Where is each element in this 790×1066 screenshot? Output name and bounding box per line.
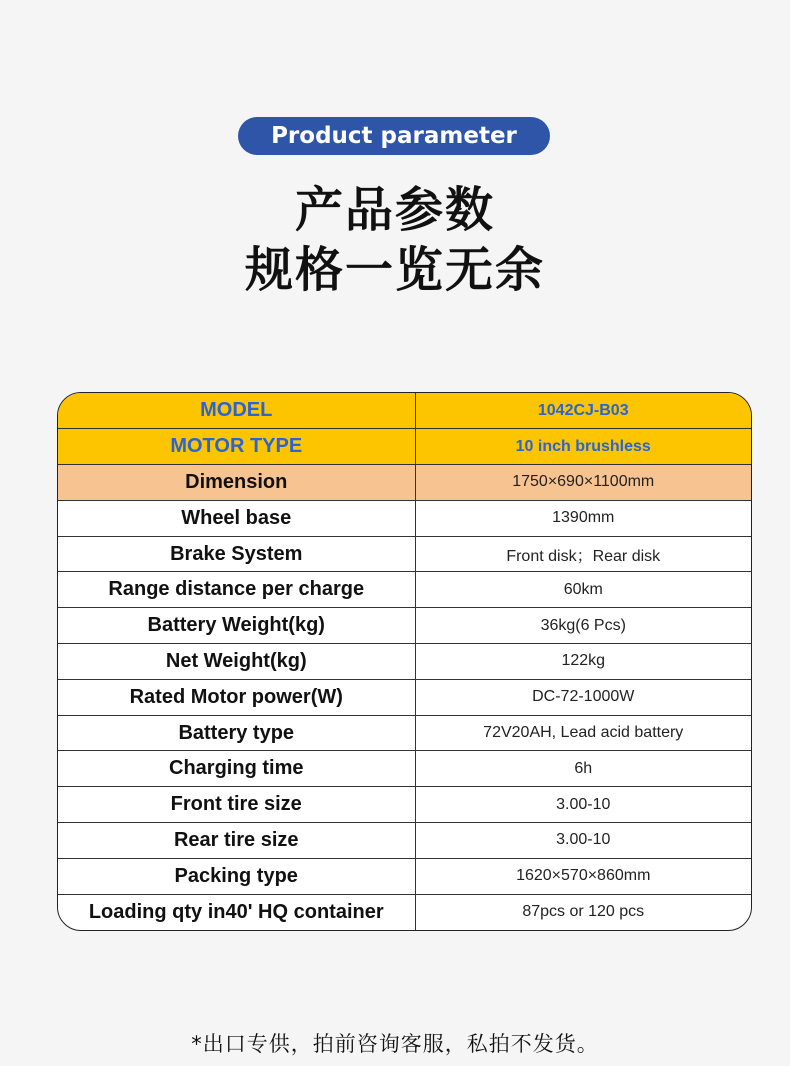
row-key: MODEL <box>58 393 415 429</box>
table-row-battery-type <box>58 715 751 751</box>
row-key: Rated Motor power(W) <box>58 679 415 715</box>
row-key: Packing type <box>58 858 415 894</box>
table-row-packing-type <box>58 858 751 894</box>
parameter-table <box>57 392 752 931</box>
table-row-motor-power <box>58 679 751 715</box>
row-key: Loading qty in40' HQ container <box>58 894 415 930</box>
table-row-dimension <box>58 465 751 501</box>
table-row-wheel-base <box>58 500 751 536</box>
row-key: Wheel base <box>58 500 415 536</box>
table-row-loading-qty <box>58 894 751 930</box>
row-value: 6h <box>415 751 751 787</box>
row-value: 1042CJ-B03 <box>415 393 751 429</box>
table-row-motor-type <box>58 429 751 465</box>
row-key: Net Weight(kg) <box>58 644 415 680</box>
page-subtitle: 规格一览无余 <box>244 242 545 298</box>
page-title: 产品参数 <box>294 182 495 238</box>
row-key: Charging time <box>58 751 415 787</box>
row-key: Range distance per charge <box>58 572 415 608</box>
row-value: 1390mm <box>415 500 751 536</box>
row-value: DC-72-1000W <box>415 679 751 715</box>
row-key: Battery type <box>58 715 415 751</box>
row-key: Front tire size <box>58 787 415 823</box>
row-value: 3.00-10 <box>415 823 751 859</box>
table-row-range <box>58 572 751 608</box>
table-row-model <box>58 393 751 429</box>
footnote: *出口专供，拍前咨询客服，私拍不发货。 <box>191 1032 599 1056</box>
row-key: Brake System <box>58 536 415 572</box>
table-row-charging-time <box>58 751 751 787</box>
row-value: 60km <box>415 572 751 608</box>
row-value: 1620×570×860mm <box>415 858 751 894</box>
row-key: Rear tire size <box>58 823 415 859</box>
row-value: Front disk；Rear disk <box>415 536 751 572</box>
row-value: 10 inch brushless <box>415 429 751 465</box>
row-key: Dimension <box>58 465 415 501</box>
row-value: 87pcs or 120 pcs <box>522 903 645 921</box>
row-value: 122kg <box>415 644 751 680</box>
table-row-front-tire <box>58 787 751 823</box>
product-parameter-badge: Product parameter <box>238 117 550 155</box>
row-value: 1750×690×1100mm <box>415 465 751 501</box>
row-value: 72V20AH, Lead acid battery <box>415 715 751 751</box>
table-row-brake-system <box>58 536 751 572</box>
row-key: MOTOR TYPE <box>58 429 415 465</box>
row-key: Battery Weight(kg) <box>58 608 415 644</box>
row-value: 3.00-10 <box>415 787 751 823</box>
table-row-rear-tire <box>58 823 751 859</box>
row-value: 36kg(6 Pcs) <box>415 608 751 644</box>
table-row-net-weight <box>58 644 751 680</box>
table-row-battery-weight <box>58 608 751 644</box>
